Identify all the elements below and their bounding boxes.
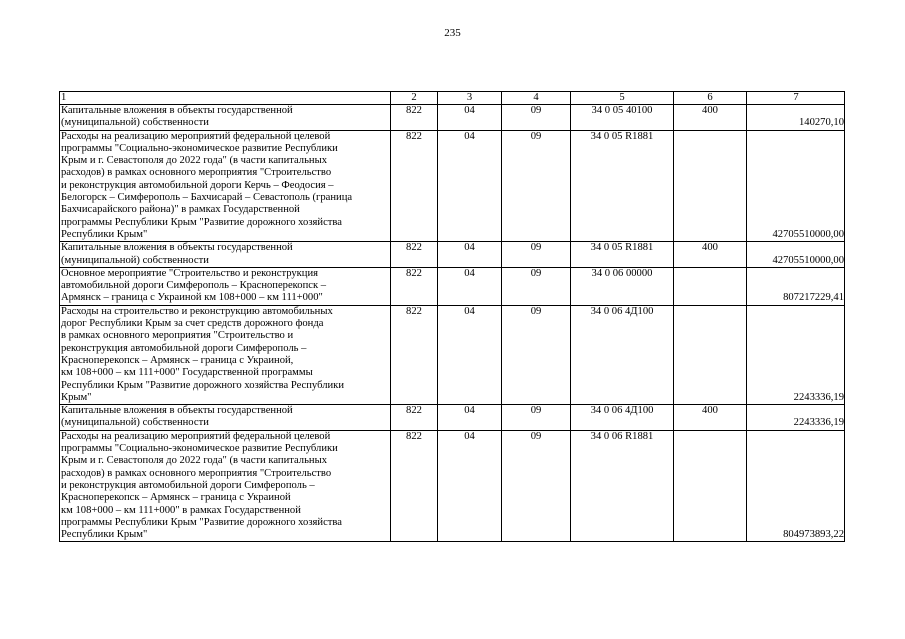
table-row [60,130,845,242]
row-expense-type: 400 [674,105,747,131]
table-row [60,405,845,431]
row-section-code: 04 [438,267,502,305]
row-name-line: Расходы на строительство и реконструкцию автомобильных [61,305,333,317]
row-subsection-code: 09 [502,405,571,431]
row-grbs-code: 822 [391,305,438,404]
row-name [60,267,391,305]
row-section-code: 04 [438,105,502,131]
table-row [60,305,845,404]
header-col-5: 5 [571,92,674,105]
row-amount: 42705510000,00 [747,242,845,268]
row-grbs-code: 822 [391,430,438,542]
row-name-line: (муниципальной) собственности [61,254,209,266]
row-target-article: 34 0 06 4Д100 [571,305,674,404]
row-name-line: Расходы на реализацию мероприятий федеральной целевой [61,130,331,142]
table-body [60,105,845,542]
row-subsection-code: 09 [502,267,571,305]
header-col-7: 7 [747,92,845,105]
table-row [60,242,845,268]
row-name-line: программы "Социально-экономическое развитие Республики [61,142,338,154]
row-name-line: Армянск – граница с Украиной км 108+000 – км 111+000" [61,292,323,304]
row-grbs-code: 822 [391,267,438,305]
row-grbs-code: 822 [391,105,438,131]
row-section-code: 04 [438,405,502,431]
row-name-line: Крым и г. Севастополя до 2022 года" (в части капитальных [61,455,327,467]
row-amount: 140270,10 [747,105,845,131]
row-name-line: программы "Социально-экономическое развитие Республики [61,443,338,455]
row-section-code: 04 [438,242,502,268]
table-row [60,105,845,131]
row-name-line: в рамках основного мероприятия "Строительство и [61,330,294,342]
row-name-line: Республики Крым" [61,228,148,240]
header-col-2: 2 [391,92,438,105]
row-name-line: дорог Республики Крым за счет средств дорожного фонда [61,318,324,330]
row-section-code: 04 [438,430,502,542]
row-section-code: 04 [438,130,502,242]
row-name-line: Крым" [61,391,92,403]
header-row [60,92,845,105]
row-name-line: Красноперекопск – Армянск – граница с Украиной, [61,354,294,366]
row-name-line: Республики Крым" [61,529,148,541]
row-expense-type: 400 [674,405,747,431]
table-row [60,430,845,542]
row-name-line: и реконструкция автомобильной дороги Керчь – Феодосия – [61,179,334,191]
row-name-line: программы Республики Крым "Развитие дорожного хозяйства [61,516,342,528]
row-name-line: и реконструкция автомобильной дороги Симферополь – [61,479,315,491]
row-name-line: Основное мероприятие "Строительство и реконструкция [61,267,319,279]
row-name-line: Капитальные вложения в объекты государственной [61,105,293,116]
row-name-line: расходов) в рамках основного мероприятия "Строительство [61,467,332,479]
row-name [60,105,391,131]
row-name-line: (муниципальной) собственности [61,417,209,429]
row-amount: 2243336,19 [747,305,845,404]
row-name-line: реконструкция автомобильной дороги Симферополь – [61,342,307,354]
row-target-article: 34 0 05 40100 [571,105,674,131]
row-name [60,242,391,268]
row-amount: 42705510000,00 [747,130,845,242]
row-name-line: (муниципальной) собственности [61,117,209,129]
row-section-code: 04 [438,305,502,404]
page-number: 235 [444,27,461,39]
row-name-line: Бахчисарайского района)" в рамках Государственной [61,204,300,216]
row-name-line: Расходы на реализацию мероприятий федеральной целевой [61,430,331,442]
row-name [60,430,391,542]
row-name-line: Крым и г. Севастополя до 2022 года" (в части капитальных [61,155,327,167]
row-expense-type [674,267,747,305]
header-col-1: 1 [60,92,391,105]
row-name-line: км 108+000 – км 111+000" в рамках Государственной [61,504,301,516]
row-name-line: Белогорск – Симферополь – Бахчисарай – Севастополь (граница [61,192,353,204]
row-subsection-code: 09 [502,430,571,542]
row-name [60,305,391,404]
row-name [60,130,391,242]
row-name-line: Капитальные вложения в объекты государственной [61,405,293,417]
row-grbs-code: 822 [391,242,438,268]
row-expense-type [674,430,747,542]
row-target-article: 34 0 05 R1881 [571,130,674,242]
row-subsection-code: 09 [502,305,571,404]
row-expense-type: 400 [674,242,747,268]
row-expense-type [674,305,747,404]
row-name-line: программы Республики Крым "Развитие дорожного хозяйства [61,216,342,228]
row-target-article: 34 0 06 00000 [571,267,674,305]
row-expense-type [674,130,747,242]
row-name-line: Красноперекопск – Армянск – граница с Украиной [61,492,291,504]
row-name-line: автомобильной дороги Симферополь – Красноперекопск – [61,280,327,292]
row-grbs-code: 822 [391,405,438,431]
row-target-article: 34 0 05 R1881 [571,242,674,268]
row-name-line: расходов) в рамках основного мероприятия "Строительство [61,167,332,179]
row-amount: 807217229,41 [747,267,845,305]
row-amount: 2243336,19 [747,405,845,431]
row-grbs-code: 822 [391,130,438,242]
header-col-4: 4 [502,92,571,105]
row-target-article: 34 0 06 R1881 [571,430,674,542]
row-target-article: 34 0 06 4Д100 [571,405,674,431]
row-name [60,405,391,431]
row-subsection-code: 09 [502,242,571,268]
row-name-line: км 108+000 – км 111+000" Государственной программы [61,367,313,379]
row-subsection-code: 09 [502,130,571,242]
budget-table [59,91,845,542]
row-subsection-code: 09 [502,105,571,131]
row-amount: 804973893,22 [747,430,845,542]
header-col-3: 3 [438,92,502,105]
row-name-line: Капитальные вложения в объекты государственной [61,242,293,254]
table-row [60,267,845,305]
row-name-line: Республики Крым "Развитие дорожного хозяйства Республики [61,379,344,391]
header-col-6: 6 [674,92,747,105]
